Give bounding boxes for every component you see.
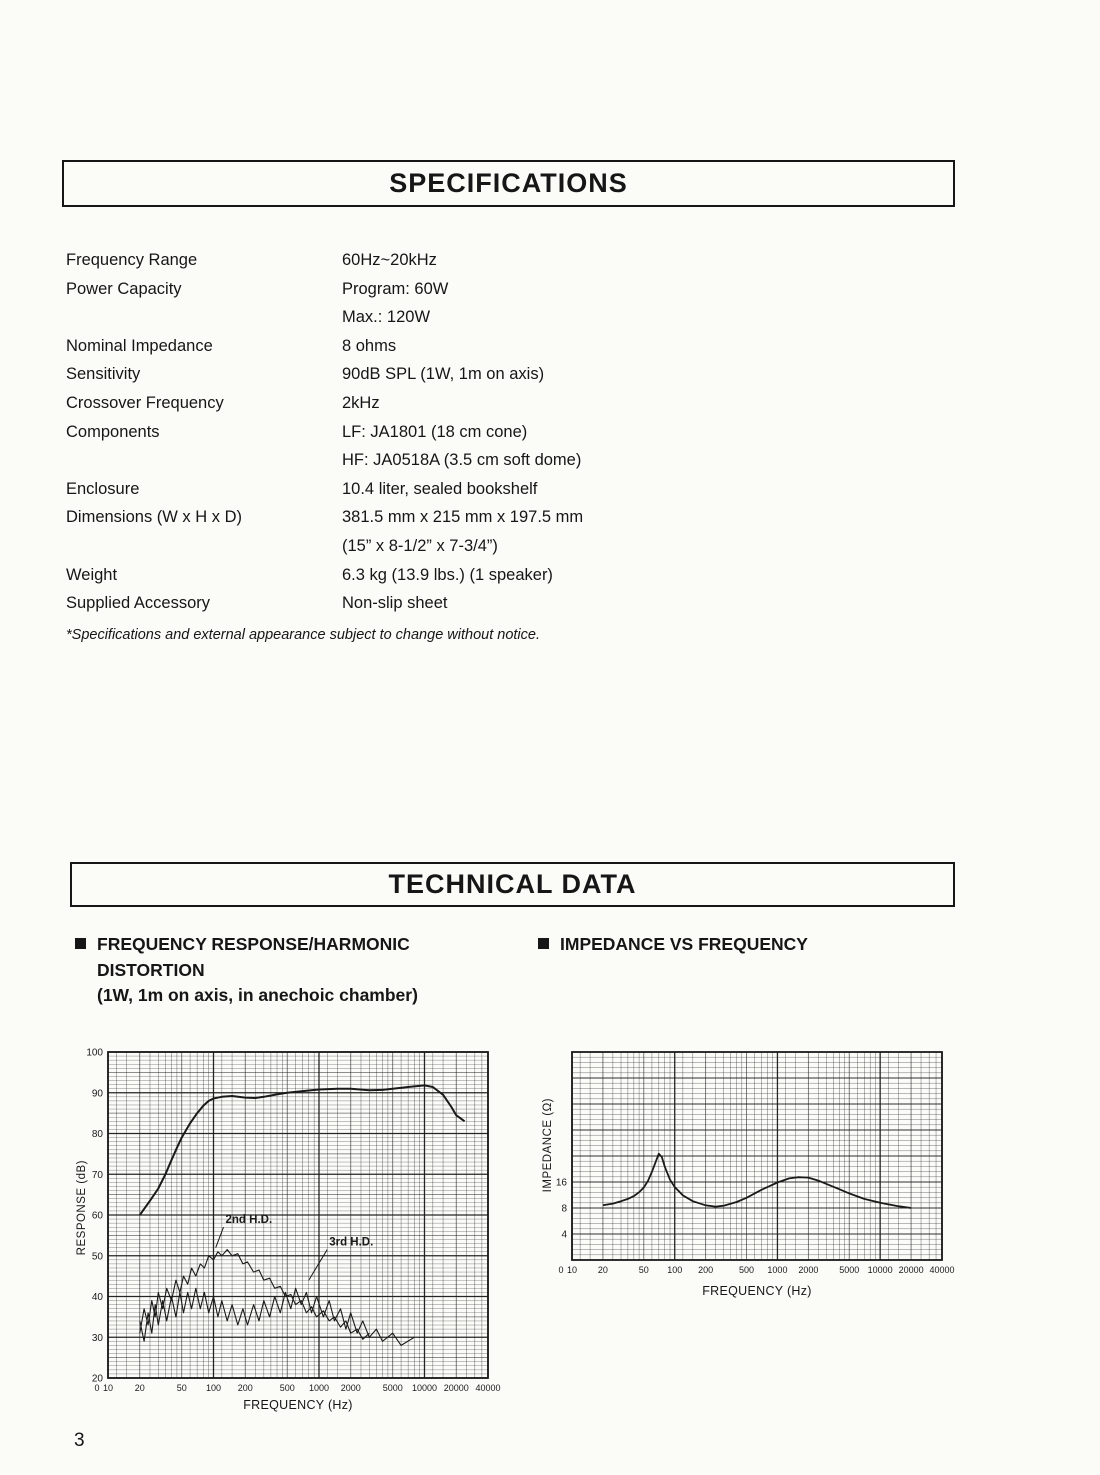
chart-text: 10000	[867, 1265, 893, 1275]
chart-text: 0	[94, 1383, 100, 1393]
spec-value: 381.5 mm x 215 mm x 197.5 mm (15” x 8-1/2” x 7-3/4”)	[342, 508, 584, 555]
chart-text: 70	[91, 1169, 103, 1181]
specifications-title-box	[62, 160, 955, 207]
chart-text: 200	[698, 1265, 714, 1275]
section-bullet-icon	[538, 938, 549, 949]
spec-value: 60Hz~20kHz	[342, 251, 437, 269]
spec-label: Nominal Impedance	[66, 336, 213, 355]
heading-line: IMPEDANCE VS FREQUENCY	[560, 934, 808, 954]
spec-value: Program: 60W Max.: 120W	[342, 279, 449, 327]
series-2nd-harmonic-distortion	[140, 1250, 369, 1340]
chart-text: 2nd H.D.	[225, 1214, 273, 1227]
impedance-chart-svg	[528, 1040, 988, 1300]
chart-text: 40000	[929, 1265, 955, 1275]
chart-text: 200	[237, 1383, 253, 1393]
spec-value: LF: JA1801 (18 cm cone) HF: JA0518A (3.5 cm soft dome)	[342, 422, 582, 470]
chart-text: 3rd H.D.	[329, 1236, 374, 1249]
chart-text: 500	[279, 1383, 295, 1393]
chart-text: 4	[561, 1229, 567, 1241]
spec-row	[66, 389, 846, 418]
chart-text: 60	[91, 1210, 103, 1222]
spec-label: Enclosure	[66, 479, 140, 498]
spec-label: Sensitivity	[66, 365, 141, 384]
impedance-chart	[528, 1040, 988, 1305]
section-bullet-icon	[75, 938, 86, 949]
impedance-y-axis-label: IMPEDANCE (Ω)	[542, 1098, 554, 1193]
chart-text: 100	[86, 1047, 103, 1059]
chart-text: 5000	[382, 1383, 403, 1393]
chart-text: 20	[597, 1265, 608, 1275]
spec-label: Supplied Accessory	[66, 594, 210, 613]
spec-value: 10.4 liter, sealed bookshelf	[342, 479, 538, 498]
spec-row	[66, 360, 846, 389]
spec-row	[66, 332, 846, 361]
impedance-x-axis-label: FREQUENCY (Hz)	[702, 1284, 812, 1298]
chart-text: 5000	[839, 1265, 860, 1275]
chart-text: 50	[91, 1251, 103, 1263]
spec-row	[66, 561, 846, 590]
chart-text: 2000	[340, 1383, 361, 1393]
spec-label: Power Capacity	[66, 279, 182, 298]
frequency-response-chart	[60, 1040, 520, 1417]
spec-value: 8 ohms	[342, 336, 397, 355]
chart-text: 40	[91, 1292, 103, 1303]
chart-text: 20	[134, 1383, 145, 1393]
chart-text: 1000	[767, 1265, 788, 1275]
spec-rows	[66, 246, 846, 618]
spec-row	[66, 503, 846, 560]
response-y-axis-label: RESPONSE (dB)	[76, 1160, 88, 1256]
spec-label: Dimensions (W x H x D)	[66, 508, 243, 527]
specifications-footnote: *Specifications and external appearance subject to change without notice.	[66, 627, 540, 643]
series-impedance	[603, 1154, 911, 1208]
spec-label: Weight	[66, 565, 118, 584]
impedance-heading	[538, 932, 958, 958]
spec-value: 90dB SPL (1W, 1m on axis)	[342, 365, 545, 384]
spec-label: Components	[66, 422, 160, 441]
spec-row	[66, 475, 846, 504]
chart-text: 20	[91, 1373, 103, 1385]
chart-text: 10	[102, 1383, 114, 1393]
technical-data-title: TECHNICAL DATA	[388, 869, 637, 899]
spec-label: Crossover Frequency	[66, 393, 224, 412]
spec-row	[66, 246, 846, 275]
spec-row	[66, 418, 846, 475]
chart-text: 16	[555, 1177, 567, 1189]
chart-text: 50	[176, 1383, 187, 1393]
heading-line: FREQUENCY RESPONSE/HARMONIC	[97, 934, 410, 954]
specifications-title: SPECIFICATIONS	[389, 168, 628, 198]
spec-value: 2kHz	[342, 393, 380, 412]
chart-text: 0	[558, 1265, 564, 1275]
frequency-response-heading	[75, 932, 505, 1009]
chart-text: 80	[91, 1129, 103, 1140]
chart-text: 2000	[798, 1265, 819, 1275]
chart-text: 10	[566, 1265, 578, 1275]
chart-text: 20000	[443, 1383, 469, 1393]
frequency-response-chart-svg	[60, 1040, 520, 1412]
spec-value: 6.3 kg (13.9 lbs.) (1 speaker)	[342, 565, 553, 584]
spec-value: Non-slip sheet	[342, 594, 448, 613]
heading-line: (1W, 1m on axis, in anechoic chamber)	[97, 985, 418, 1005]
chart-text: 10000	[411, 1383, 438, 1393]
page-number: 3	[74, 1430, 85, 1451]
chart-text: 1000	[308, 1383, 330, 1393]
technical-data-title-box	[70, 862, 955, 907]
chart-text: 30	[91, 1332, 103, 1344]
chart-text: 40000	[475, 1383, 501, 1393]
chart-text: 100	[667, 1265, 683, 1275]
spec-row	[66, 589, 846, 618]
chart-text: 20000	[898, 1265, 924, 1275]
chart-text: 100	[205, 1383, 222, 1393]
response-x-axis-label: FREQUENCY (Hz)	[243, 1398, 353, 1412]
chart-text: 8	[561, 1203, 567, 1215]
heading-line: DISTORTION	[97, 959, 205, 980]
chart-text: 500	[739, 1265, 755, 1275]
chart-text: 90	[91, 1088, 103, 1100]
spec-row	[66, 275, 846, 332]
chart-text: 50	[638, 1265, 649, 1275]
spec-label: Frequency Range	[66, 251, 198, 269]
